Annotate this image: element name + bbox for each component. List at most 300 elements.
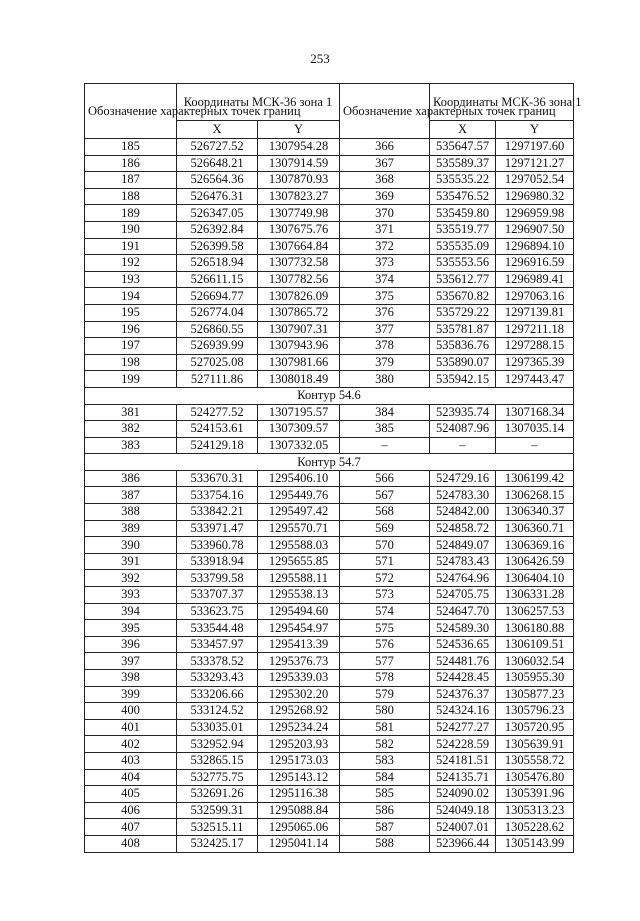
point-id-left: 387 — [85, 487, 177, 504]
y-value-right: 1306369.16 — [496, 537, 574, 554]
point-id-left: 190 — [85, 221, 177, 238]
x-value-right: 535476.52 — [430, 188, 496, 205]
y-value-right: 1306257.53 — [496, 603, 574, 620]
point-id-left: 196 — [85, 321, 177, 338]
point-id-left: 390 — [85, 537, 177, 554]
x-value-left: 526939.99 — [177, 338, 258, 355]
x-value-right: 524589.30 — [430, 620, 496, 637]
point-id-left: 393 — [85, 587, 177, 604]
y-value-left: 1295494.60 — [258, 603, 340, 620]
x-value-left: 524277.52 — [177, 404, 258, 421]
point-id-right: 374 — [340, 271, 430, 288]
table-row — [85, 172, 574, 189]
y-value-right: 1297443.47 — [496, 371, 574, 388]
x-value-left: 532865.15 — [177, 752, 258, 769]
point-id-right: 582 — [340, 736, 430, 753]
point-id-right: 377 — [340, 321, 430, 338]
point-id-left: 198 — [85, 354, 177, 371]
point-id-left: 186 — [85, 155, 177, 172]
x-value-right: 524087.96 — [430, 421, 496, 438]
y-value-right: 1306032.54 — [496, 653, 574, 670]
table-row — [85, 404, 574, 421]
point-id-right: 567 — [340, 487, 430, 504]
y-value-left: 1307732.58 — [258, 255, 340, 272]
coords-header-left: Координаты МСК-36 зона 1 — [177, 84, 340, 121]
table-row — [85, 520, 574, 537]
x-value-right: 535553.56 — [430, 255, 496, 272]
y-value-left: 1295588.11 — [258, 570, 340, 587]
table-row — [85, 670, 574, 687]
y-value-left: 1295406.10 — [258, 470, 340, 487]
table-row — [85, 487, 574, 504]
point-id-right: 379 — [340, 354, 430, 371]
y-value-right: 1297121.27 — [496, 155, 574, 172]
x-value-left: 526399.58 — [177, 238, 258, 255]
table-row — [85, 835, 574, 852]
y-value-right: 1306331.28 — [496, 587, 574, 604]
x-value-left: 526860.55 — [177, 321, 258, 338]
y-value-left: 1295413.39 — [258, 636, 340, 653]
x-header-right: X — [430, 121, 496, 139]
y-value-right: 1296916.59 — [496, 255, 574, 272]
y-value-right: 1297365.39 — [496, 354, 574, 371]
y-value-left: 1295570.71 — [258, 520, 340, 537]
x-value-right: 523935.74 — [430, 404, 496, 421]
y-value-right: 1305955.30 — [496, 670, 574, 687]
x-value-left: 526476.31 — [177, 188, 258, 205]
x-value-left: 533799.58 — [177, 570, 258, 587]
table-row — [85, 719, 574, 736]
table-body — [85, 139, 574, 853]
x-value-left: 527025.08 — [177, 354, 258, 371]
x-value-right: 524849.07 — [430, 537, 496, 554]
point-id-left: 395 — [85, 620, 177, 637]
x-value-right: 535589.37 — [430, 155, 496, 172]
table-row — [85, 288, 574, 305]
point-id-left: 381 — [85, 404, 177, 421]
table-row — [85, 205, 574, 222]
table-row — [85, 686, 574, 703]
x-value-right: 524858.72 — [430, 520, 496, 537]
point-id-left: 383 — [85, 437, 177, 454]
table-row — [85, 819, 574, 836]
x-value-right: 535647.57 — [430, 139, 496, 156]
y-value-right: 1306109.51 — [496, 636, 574, 653]
x-value-right: 524135.71 — [430, 769, 496, 786]
x-value-right: 523966.44 — [430, 835, 496, 852]
y-value-right: 1297288.15 — [496, 338, 574, 355]
point-id-right: 574 — [340, 603, 430, 620]
y-value-left: 1295173.03 — [258, 752, 340, 769]
y-value-right: 1296980.32 — [496, 188, 574, 205]
table-row — [85, 537, 574, 554]
point-id-right: 378 — [340, 338, 430, 355]
y-value-right: 1297139.81 — [496, 304, 574, 321]
x-value-right: 535535.22 — [430, 172, 496, 189]
x-value-right: 524049.18 — [430, 802, 496, 819]
point-id-right: 367 — [340, 155, 430, 172]
point-id-right: 568 — [340, 504, 430, 521]
point-id-right: 566 — [340, 470, 430, 487]
x-value-right: 524376.37 — [430, 686, 496, 703]
x-value-right: 524277.27 — [430, 719, 496, 736]
point-id-right: 575 — [340, 620, 430, 637]
x-value-left: 533707.37 — [177, 587, 258, 604]
point-id-left: 189 — [85, 205, 177, 222]
y-value-left: 1307865.72 — [258, 304, 340, 321]
point-id-left: 194 — [85, 288, 177, 305]
x-value-left: 532599.31 — [177, 802, 258, 819]
x-value-left: 526347.05 — [177, 205, 258, 222]
x-value-left: 532515.11 — [177, 819, 258, 836]
y-value-right: 1305558.72 — [496, 752, 574, 769]
x-value-left: 533124.52 — [177, 703, 258, 720]
y-value-left: 1295268.92 — [258, 703, 340, 720]
y-value-right: 1297211.18 — [496, 321, 574, 338]
x-value-left: 533670.31 — [177, 470, 258, 487]
y-value-right: 1305796.23 — [496, 703, 574, 720]
point-id-right: 578 — [340, 670, 430, 687]
point-id-left: 404 — [85, 769, 177, 786]
y-value-left: 1295339.03 — [258, 670, 340, 687]
y-value-left: 1295588.03 — [258, 537, 340, 554]
point-id-right: 570 — [340, 537, 430, 554]
point-id-left: 197 — [85, 338, 177, 355]
point-id-right: 569 — [340, 520, 430, 537]
point-id-right: 376 — [340, 304, 430, 321]
table-row — [85, 553, 574, 570]
y-value-left: 1307981.66 — [258, 354, 340, 371]
point-id-right: 586 — [340, 802, 430, 819]
section-title-row — [85, 454, 574, 471]
x-value-left: 533293.43 — [177, 670, 258, 687]
point-id-right: 579 — [340, 686, 430, 703]
point-id-left: 401 — [85, 719, 177, 736]
point-id-right: 580 — [340, 703, 430, 720]
y-value-right: 1305228.62 — [496, 819, 574, 836]
table-row — [85, 470, 574, 487]
point-id-right: 583 — [340, 752, 430, 769]
point-id-right: 373 — [340, 255, 430, 272]
y-value-left: 1295497.42 — [258, 504, 340, 521]
table-row — [85, 570, 574, 587]
x-value-left: 526564.36 — [177, 172, 258, 189]
point-id-left: 406 — [85, 802, 177, 819]
x-value-right: 535670.82 — [430, 288, 496, 305]
x-value-right: 524764.96 — [430, 570, 496, 587]
y-value-right: 1296989.41 — [496, 271, 574, 288]
x-value-right: 535836.76 — [430, 338, 496, 355]
x-value-left: 533960.78 — [177, 537, 258, 554]
point-id-left: 192 — [85, 255, 177, 272]
x-value-left: 533754.16 — [177, 487, 258, 504]
y-value-left: 1295376.73 — [258, 653, 340, 670]
x-value-left: 533206.66 — [177, 686, 258, 703]
y-value-left: 1295454.97 — [258, 620, 340, 637]
y-value-left: 1307907.31 — [258, 321, 340, 338]
x-value-left: 533457.97 — [177, 636, 258, 653]
y-value-right: 1297197.60 — [496, 139, 574, 156]
table-row — [85, 338, 574, 355]
y-value-left: 1307309.57 — [258, 421, 340, 438]
point-id-left: 388 — [85, 504, 177, 521]
x-value-right: 535781.87 — [430, 321, 496, 338]
y-value-right: 1297063.16 — [496, 288, 574, 305]
point-id-right: 576 — [340, 636, 430, 653]
x-value-right: 524783.30 — [430, 487, 496, 504]
y-value-right: 1297052.54 — [496, 172, 574, 189]
y-value-right: 1306340.37 — [496, 504, 574, 521]
y-value-right: 1306404.10 — [496, 570, 574, 587]
x-value-right: 535535.09 — [430, 238, 496, 255]
point-id-left: 407 — [85, 819, 177, 836]
table-row — [85, 304, 574, 321]
y-value-left: 1295234.24 — [258, 719, 340, 736]
y-value-left: 1295449.76 — [258, 487, 340, 504]
y-value-left: 1295203.93 — [258, 736, 340, 753]
point-id-right: 587 — [340, 819, 430, 836]
y-value-left: 1295041.14 — [258, 835, 340, 852]
y-value-right: 1306360.71 — [496, 520, 574, 537]
x-value-right: 524783.43 — [430, 553, 496, 570]
point-id-right: 375 — [340, 288, 430, 305]
point-id-right: 384 — [340, 404, 430, 421]
point-id-right: 380 — [340, 371, 430, 388]
y-value-left: 1295143.12 — [258, 769, 340, 786]
y-value-left: 1295538.13 — [258, 587, 340, 604]
table-row — [85, 139, 574, 156]
y-value-right: 1296894.10 — [496, 238, 574, 255]
y-value-right: 1296907.50 — [496, 221, 574, 238]
table-row — [85, 188, 574, 205]
x-value-right: 535519.77 — [430, 221, 496, 238]
x-value-left: 526727.52 — [177, 139, 258, 156]
y-value-left: 1295088.84 — [258, 802, 340, 819]
point-id-left: 396 — [85, 636, 177, 653]
x-value-right: 535729.22 — [430, 304, 496, 321]
x-value-right: 524007.01 — [430, 819, 496, 836]
point-id-right: 571 — [340, 553, 430, 570]
y-value-left: 1307954.28 — [258, 139, 340, 156]
y-value-left: 1307675.76 — [258, 221, 340, 238]
y-value-left: 1307782.56 — [258, 271, 340, 288]
table-row — [85, 354, 574, 371]
table-row — [85, 703, 574, 720]
x-value-left: 524129.18 — [177, 437, 258, 454]
page-number: 253 — [310, 51, 330, 66]
x-value-left: 533035.01 — [177, 719, 258, 736]
point-id-left: 187 — [85, 172, 177, 189]
x-value-left: 532691.26 — [177, 786, 258, 803]
y-value-left: 1295302.20 — [258, 686, 340, 703]
y-value-left: 1307943.96 — [258, 338, 340, 355]
table-row — [85, 769, 574, 786]
table-row — [85, 155, 574, 172]
x-value-left: 526648.21 — [177, 155, 258, 172]
y-value-right: 1306199.42 — [496, 470, 574, 487]
y-value-left: 1307914.59 — [258, 155, 340, 172]
point-id-left: 394 — [85, 603, 177, 620]
y-value-right: 1305476.80 — [496, 769, 574, 786]
point-id-left: 402 — [85, 736, 177, 753]
point-id-left: 392 — [85, 570, 177, 587]
table-row — [85, 603, 574, 620]
table-row — [85, 437, 574, 454]
x-value-left: 533918.94 — [177, 553, 258, 570]
point-id-right: 577 — [340, 653, 430, 670]
point-id-right: 366 — [340, 139, 430, 156]
table-row — [85, 321, 574, 338]
x-value-left: 532952.94 — [177, 736, 258, 753]
point-id-left: 195 — [85, 304, 177, 321]
table-row — [85, 786, 574, 803]
point-id-left: 403 — [85, 752, 177, 769]
y-value-right: 1305143.99 — [496, 835, 574, 852]
point-id-left: 185 — [85, 139, 177, 156]
x-value-left: 533544.48 — [177, 620, 258, 637]
point-id-right: 369 — [340, 188, 430, 205]
point-id-right: 368 — [340, 172, 430, 189]
point-id-left: 399 — [85, 686, 177, 703]
x-value-left: 524153.61 — [177, 421, 258, 438]
x-value-left: 526611.15 — [177, 271, 258, 288]
point-label-header-left: Обозначение характерных точек границ — [85, 84, 177, 139]
x-value-left: 526392.84 — [177, 221, 258, 238]
table-row — [85, 752, 574, 769]
y-header-right: Y — [496, 121, 574, 139]
point-id-right: – — [340, 437, 430, 454]
table-row — [85, 421, 574, 438]
point-id-left: 405 — [85, 786, 177, 803]
table-row — [85, 620, 574, 637]
table-row — [85, 271, 574, 288]
point-id-right: 572 — [340, 570, 430, 587]
y-value-left: 1307870.93 — [258, 172, 340, 189]
y-value-right: – — [496, 437, 574, 454]
point-id-right: 371 — [340, 221, 430, 238]
x-value-right: 524705.75 — [430, 587, 496, 604]
point-id-left: 397 — [85, 653, 177, 670]
y-header-left: Y — [258, 121, 340, 139]
point-id-right: 581 — [340, 719, 430, 736]
x-value-right: 535890.07 — [430, 354, 496, 371]
y-value-right: 1307168.34 — [496, 404, 574, 421]
y-value-left: 1308018.49 — [258, 371, 340, 388]
y-value-left: 1307195.57 — [258, 404, 340, 421]
point-id-left: 188 — [85, 188, 177, 205]
y-value-right: 1307035.14 — [496, 421, 574, 438]
x-value-right: 535612.77 — [430, 271, 496, 288]
section-title-row — [85, 387, 574, 404]
table-row — [85, 802, 574, 819]
point-id-right: 588 — [340, 835, 430, 852]
table-row — [85, 238, 574, 255]
y-value-right: 1305313.23 — [496, 802, 574, 819]
y-value-left: 1295065.06 — [258, 819, 340, 836]
x-value-right: 524090.02 — [430, 786, 496, 803]
x-value-right: 535459.80 — [430, 205, 496, 222]
y-value-right: 1306180.88 — [496, 620, 574, 637]
point-id-right: 585 — [340, 786, 430, 803]
table-row — [85, 736, 574, 753]
table-row — [85, 255, 574, 272]
x-value-right: 524228.59 — [430, 736, 496, 753]
point-id-left: 389 — [85, 520, 177, 537]
coords-header-right: Координаты МСК-36 зона 1 — [430, 84, 574, 121]
section-title: Контур 54.6 — [85, 387, 574, 404]
x-value-right: 524481.76 — [430, 653, 496, 670]
x-value-left: 532775.75 — [177, 769, 258, 786]
table-row — [85, 587, 574, 604]
point-id-left: 400 — [85, 703, 177, 720]
y-value-left: 1307749.98 — [258, 205, 340, 222]
x-value-right: 524324.16 — [430, 703, 496, 720]
point-id-right: 370 — [340, 205, 430, 222]
point-id-left: 398 — [85, 670, 177, 687]
table-row — [85, 371, 574, 388]
y-value-right: 1306426.59 — [496, 553, 574, 570]
x-value-right: 535942.15 — [430, 371, 496, 388]
x-value-right: 524181.51 — [430, 752, 496, 769]
y-value-right: 1305720.95 — [496, 719, 574, 736]
x-value-right: 524842.00 — [430, 504, 496, 521]
point-id-right: 372 — [340, 238, 430, 255]
x-value-right: 524536.65 — [430, 636, 496, 653]
x-value-right: 524647.70 — [430, 603, 496, 620]
y-value-right: 1305391.96 — [496, 786, 574, 803]
y-value-left: 1307332.05 — [258, 437, 340, 454]
x-header-left: X — [177, 121, 258, 139]
y-value-left: 1295116.38 — [258, 786, 340, 803]
point-id-right: 573 — [340, 587, 430, 604]
x-value-right: 524729.16 — [430, 470, 496, 487]
x-value-left: 533378.52 — [177, 653, 258, 670]
y-value-right: 1296959.98 — [496, 205, 574, 222]
x-value-left: 533842.21 — [177, 504, 258, 521]
point-label-header-right: Обозначение характерных точек границ — [340, 84, 430, 139]
section-title: Контур 54.7 — [85, 454, 574, 471]
x-value-left: 527111.86 — [177, 371, 258, 388]
table-row — [85, 653, 574, 670]
point-id-left: 382 — [85, 421, 177, 438]
point-id-left: 199 — [85, 371, 177, 388]
y-value-left: 1307823.27 — [258, 188, 340, 205]
x-value-left: 526774.04 — [177, 304, 258, 321]
x-value-left: 526518.94 — [177, 255, 258, 272]
table-row — [85, 504, 574, 521]
x-value-left: 533623.75 — [177, 603, 258, 620]
table-row — [85, 636, 574, 653]
y-value-left: 1295655.85 — [258, 553, 340, 570]
x-value-left: 526694.77 — [177, 288, 258, 305]
x-value-left: 532425.17 — [177, 835, 258, 852]
y-value-right: 1305877.23 — [496, 686, 574, 703]
point-id-left: 391 — [85, 553, 177, 570]
point-id-right: 385 — [340, 421, 430, 438]
table-row — [85, 221, 574, 238]
coordinates-table — [84, 83, 582, 853]
x-value-right: – — [430, 437, 496, 454]
y-value-right: 1306268.15 — [496, 487, 574, 504]
point-id-left: 191 — [85, 238, 177, 255]
y-value-left: 1307664.84 — [258, 238, 340, 255]
point-id-right: 584 — [340, 769, 430, 786]
point-id-left: 408 — [85, 835, 177, 852]
y-value-right: 1305639.91 — [496, 736, 574, 753]
point-id-left: 386 — [85, 470, 177, 487]
point-id-left: 193 — [85, 271, 177, 288]
x-value-right: 524428.45 — [430, 670, 496, 687]
